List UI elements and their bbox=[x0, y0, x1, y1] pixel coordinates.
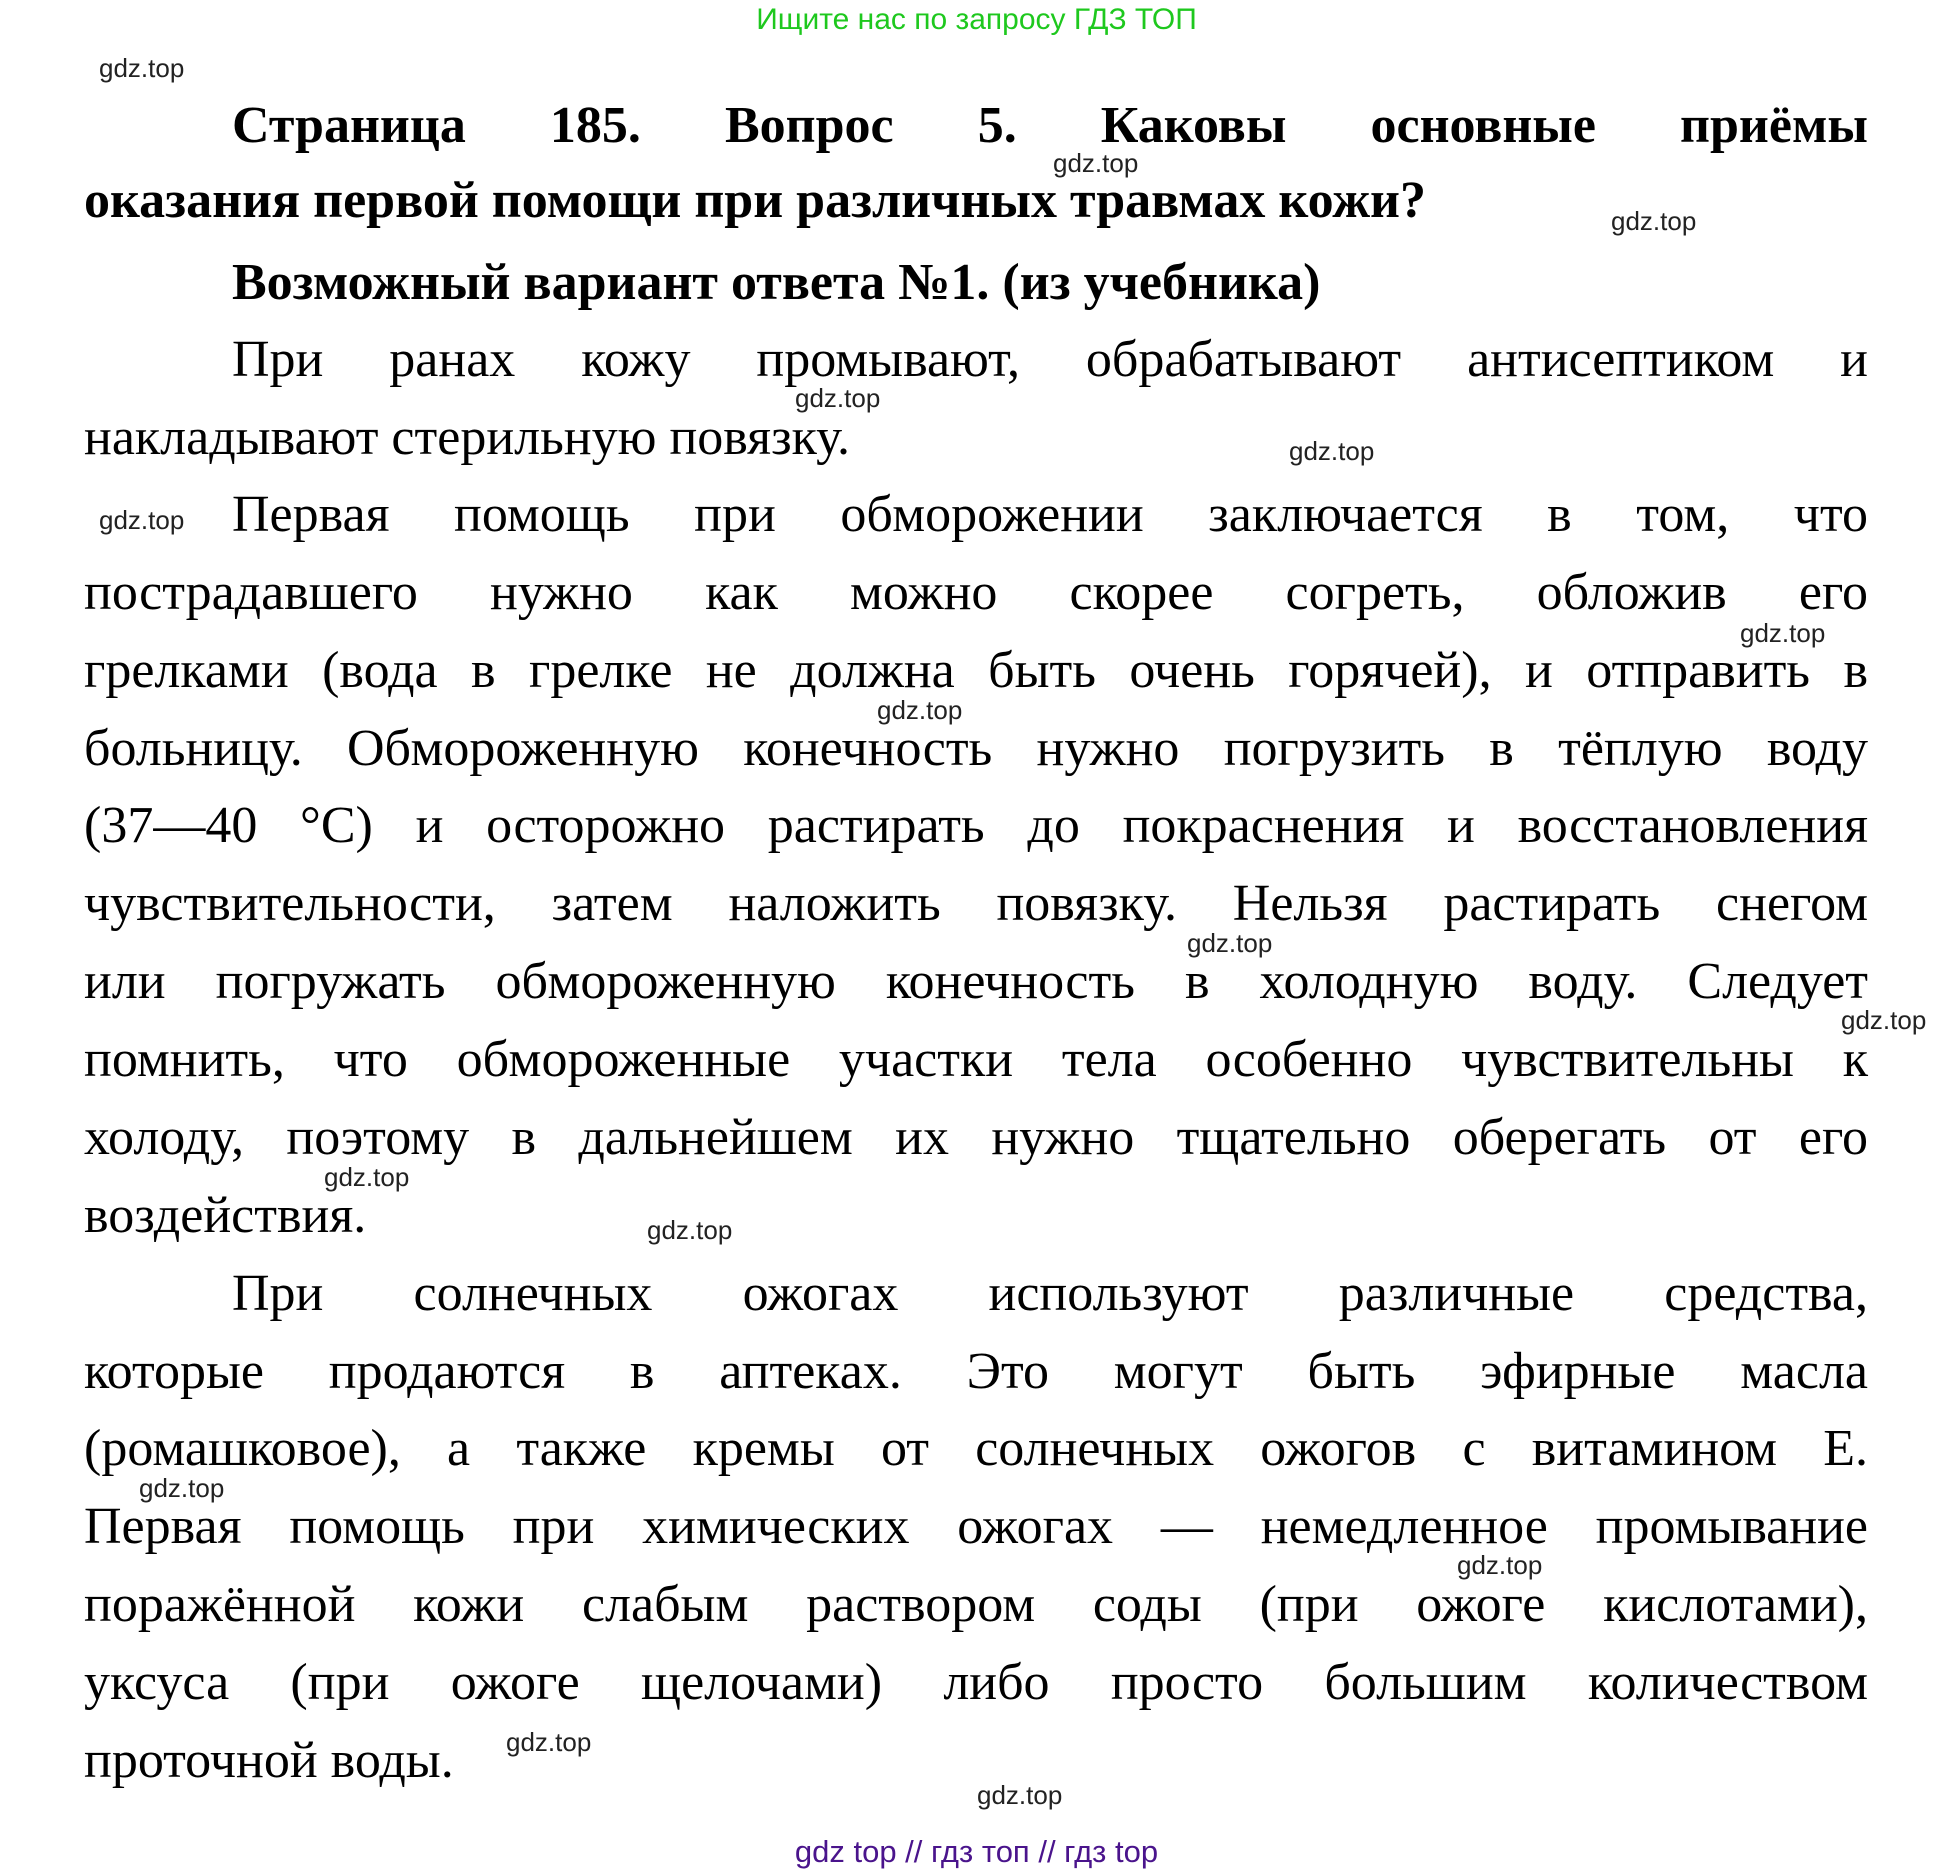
body-line: чувствительности, затем наложить повязку. Нельзя растирать снегом bbox=[84, 875, 1868, 932]
watermark: gdz.top bbox=[1053, 148, 1139, 178]
body-line: При солнечных ожогах используют различные средства, bbox=[232, 1265, 1868, 1322]
body-line: воздействия. bbox=[84, 1187, 367, 1244]
body-line: или погружать обмороженную конечность в холодную воду. Следует bbox=[84, 953, 1868, 1010]
watermark: gdz.top bbox=[877, 695, 963, 725]
body-line: Первая помощь при обморожении заключается в том, что bbox=[232, 486, 1868, 543]
answer-heading: Возможный вариант ответа №1. (из учебника) bbox=[232, 254, 1321, 311]
body-line: накладывают стерильную повязку. bbox=[84, 409, 850, 466]
body-line: больницу. Обмороженную конечность нужно погрузить в тёплую воду bbox=[84, 720, 1868, 777]
watermark: gdz.top bbox=[1289, 436, 1375, 466]
watermark: gdz.top bbox=[977, 1780, 1063, 1810]
watermark: gdz.top bbox=[506, 1727, 592, 1757]
body-line: холоду, поэтому в дальнейшем их нужно тщательно оберегать от его bbox=[84, 1109, 1868, 1166]
watermark: gdz.top bbox=[139, 1473, 225, 1503]
watermark: gdz.top bbox=[795, 383, 881, 413]
body-line: уксуса (при ожоге щелочами) либо просто большим количеством bbox=[84, 1654, 1868, 1711]
body-line: грелками (вода в грелке не должна быть очень горячей), и отправить в bbox=[84, 642, 1868, 699]
watermark: gdz.top bbox=[1457, 1550, 1543, 1580]
watermark: gdz.top bbox=[647, 1215, 733, 1245]
site-banner: Ищите нас по запросу ГДЗ ТОП bbox=[756, 3, 1197, 36]
body-line: При ранах кожу промывают, обрабатывают антисептиком и bbox=[232, 331, 1868, 388]
watermark: gdz.top bbox=[1187, 928, 1273, 958]
body-line: пострадавшего нужно как можно скорее согреть, обложив его bbox=[84, 564, 1868, 621]
body-line: поражённой кожи слабым раствором соды (при ожоге кислотами), bbox=[84, 1576, 1868, 1633]
watermark: gdz.top bbox=[99, 53, 185, 83]
watermark: gdz.top bbox=[1611, 206, 1697, 236]
footer-links: gdz top // гдз топ // гдз top bbox=[794, 1834, 1159, 1869]
body-line: проточной воды. bbox=[84, 1732, 454, 1789]
body-line: которые продаются в аптеках. Это могут быть эфирные масла bbox=[84, 1343, 1868, 1400]
watermark: gdz.top bbox=[1841, 1005, 1927, 1035]
question-line-1: Страница 185. Вопрос 5. Каковы основные приёмы bbox=[232, 97, 1868, 154]
body-line: (37—40 °С) и осторожно растирать до покраснения и восстановления bbox=[84, 797, 1868, 854]
body-line: помнить, что обмороженные участки тела особенно чувствительны к bbox=[84, 1031, 1868, 1088]
watermark: gdz.top bbox=[1740, 618, 1826, 648]
watermark: gdz.top bbox=[324, 1162, 410, 1192]
body-line: Первая помощь при химических ожогах — немедленное промывание bbox=[84, 1498, 1868, 1555]
body-line: (ромашковое), а также кремы от солнечных ожогов с витамином Е. bbox=[84, 1420, 1868, 1477]
watermark: gdz.top bbox=[99, 505, 185, 535]
question-line-2: оказания первой помощи при различных травмах кожи? bbox=[84, 172, 1427, 229]
